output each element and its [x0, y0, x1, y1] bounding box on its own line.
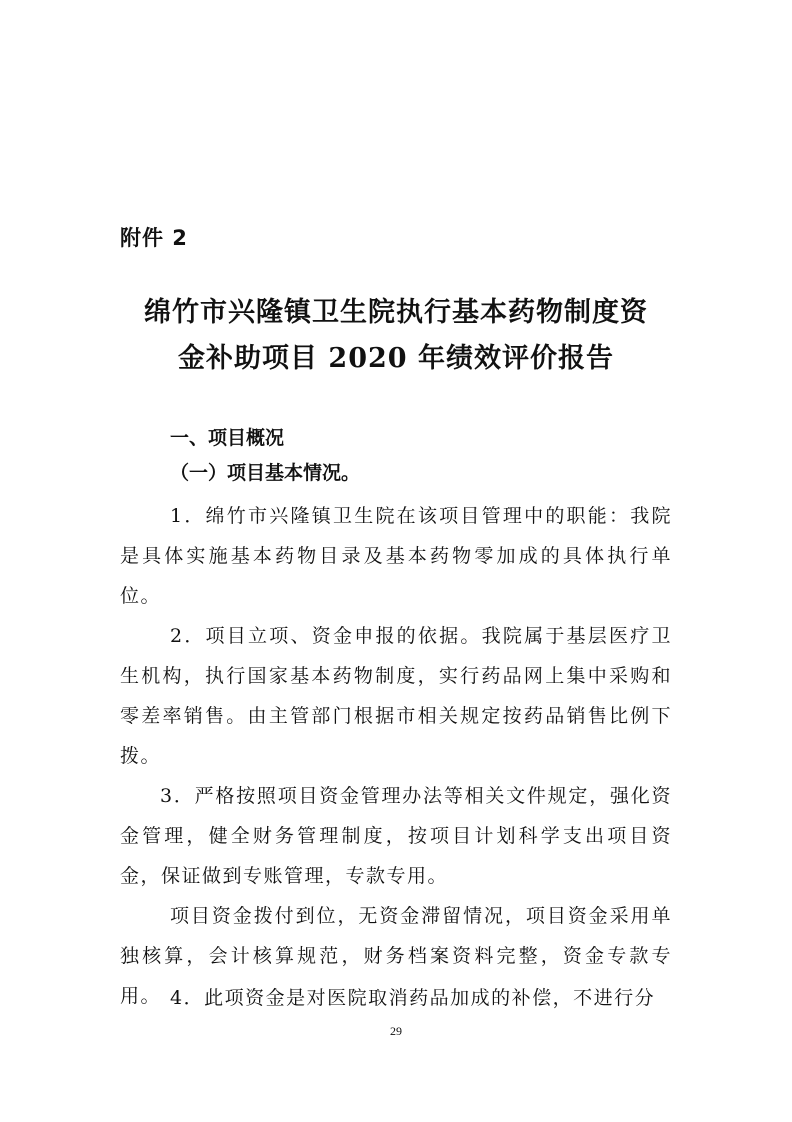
document-title — [110, 290, 682, 382]
paragraph-5: 4．此项资金是对医院取消药品加成的补偿，不进行分 — [170, 987, 656, 1009]
paragraph-2: 2．项目立项、资金申报的依据。我院属于基层医疗卫生机构，执行国家基本药物制度，实行药品网上集中采购和零差率销售。由主管部门根据市相关规定按药品销售比例下拨。 — [120, 625, 672, 767]
page-number: 29 — [390, 1024, 402, 1038]
section-heading-1: 一、项目概况 — [170, 427, 285, 449]
subsection-heading-1: （一）项目基本情况。 — [170, 462, 361, 484]
attachment-label: 附件 2 — [120, 226, 188, 250]
paragraph-1: 1．绵竹市兴隆镇卫生院在该项目管理中的职能：我院是具体实施基本药物目录及基本药物零加成的具体执行单位。 — [120, 505, 672, 607]
document-title-line-1: 绵竹市兴隆镇卫生院执行基本药物制度资 — [144, 297, 648, 328]
paragraph-4: 项目资金拨付到位，无资金滞留情况，项目资金采用单独核算，会计核算规范，财务档案资料完整，资金专款专用。 — [120, 905, 672, 1007]
document-title-line-2: 金补助项目 2020 年绩效评价报告 — [178, 343, 614, 374]
paragraph-3: 3．严格按照项目资金管理办法等相关文件规定，强化资金管理，健全财务管理制度，按项目计划科学支出项目资金，保证做到专账管理，专款专用。 — [120, 785, 672, 887]
